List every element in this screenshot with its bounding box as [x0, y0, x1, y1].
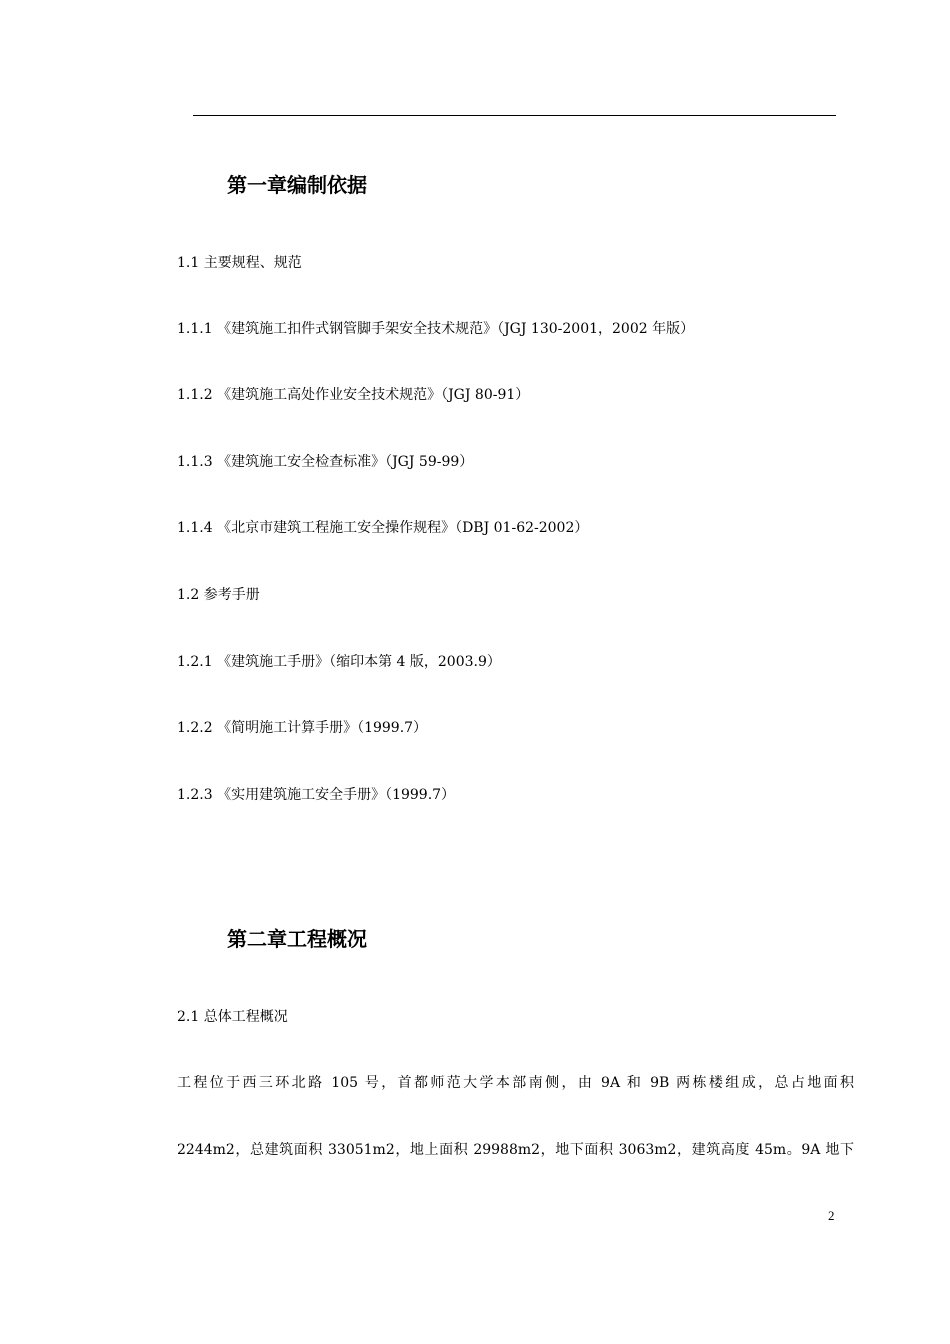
- section-2-1-title: 2.1 总体工程概况: [177, 1009, 288, 1025]
- page-number: 2: [828, 1208, 835, 1223]
- paragraph-line-2: 2244m2，总建筑面积 33051m2，地上面积 29988m2，地下面积 3063m2，建筑高度 45m。9A 地下: [177, 1142, 854, 1158]
- header-rule: [193, 115, 836, 116]
- list-item-1-1-3: 1.1.3 《建筑施工安全检查标准》（JGJ 59-99）: [177, 454, 474, 470]
- list-item-1-2-2: 1.2.2 《简明施工计算手册》（1999.7）: [177, 720, 428, 736]
- list-item-1-2-1: 1.2.1 《建筑施工手册》（缩印本第 4 版，2003.9）: [177, 654, 501, 670]
- list-item-1-1-1: 1.1.1 《建筑施工扣件式钢管脚手架安全技术规范》（JGJ 130-2001，2002 年版）: [177, 321, 695, 337]
- section-1-1-title: 1.1 主要规程、规范: [177, 255, 302, 271]
- section-1-2-title: 1.2 参考手册: [177, 587, 260, 603]
- list-item-1-1-2: 1.1.2 《建筑施工高处作业安全技术规范》（JGJ 80-91）: [177, 387, 530, 403]
- chapter-2-heading: 第二章工程概况: [227, 927, 367, 951]
- list-item-1-2-3: 1.2.3 《实用建筑施工安全手册》（1999.7）: [177, 787, 456, 803]
- list-item-1-1-4: 1.1.4 《北京市建筑工程施工安全操作规程》（DBJ 01-62-2002）: [177, 520, 589, 536]
- paragraph-line-1: 工程位于西三环北路 105 号，首都师范大学本部南侧，由 9A 和 9B 两栋楼组成，总占地面积: [177, 1075, 854, 1091]
- chapter-1-heading: 第一章编制依据: [227, 173, 367, 197]
